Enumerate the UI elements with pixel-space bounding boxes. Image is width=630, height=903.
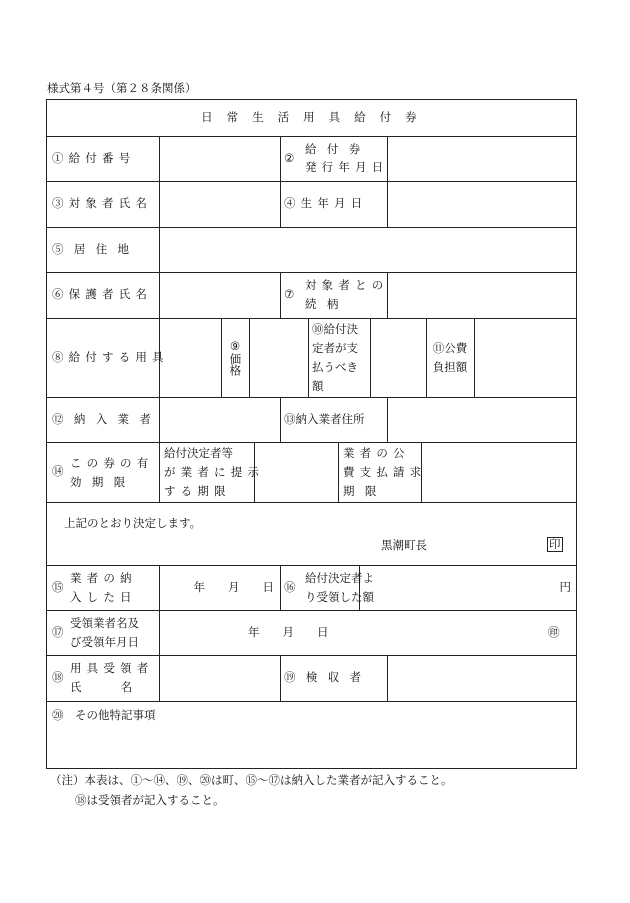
label-public-amount-2: 負担額 <box>432 359 468 374</box>
label-relationship <box>305 276 388 314</box>
label-payer-amount <box>312 320 358 396</box>
field-benefit-number[interactable] <box>159 136 280 181</box>
label-relationship-line1: 対象者との <box>305 278 389 292</box>
label-present-deadline-1: 給付決定者等 <box>164 446 233 460</box>
label-equipment-receiver-num: ⑱ <box>52 670 64 685</box>
field-present-deadline[interactable] <box>254 442 338 502</box>
label-issue-date-line2: 発行年月日 <box>305 160 389 174</box>
decision-text: 上記のとおり決定します。 <box>64 516 202 530</box>
label-claim-deadline-1: 業者の公 <box>343 446 410 460</box>
seal-mark: 印 <box>549 537 561 551</box>
label-received-amount-2: り受領した額 <box>305 590 374 604</box>
field-birth-date[interactable] <box>387 181 577 227</box>
label-received-num: ⑯ <box>284 579 296 594</box>
label-delivery-date <box>70 569 137 607</box>
label-public-amount <box>426 318 474 397</box>
label-relationship-num: ⑦ <box>284 287 295 302</box>
field-received-amount[interactable]: 円 <box>559 579 571 594</box>
label-price-num: ⑨ <box>229 339 241 353</box>
label-claim-deadline-2: 費支払請求 <box>343 465 427 479</box>
label-price-text: 価格 <box>228 353 243 376</box>
label-receiver <box>70 614 139 652</box>
field-recipient-name[interactable] <box>159 181 280 227</box>
note-line-1: （注）本表は、①～⑭、⑲、⑳は町、⑮～⑰は納入した業者が記入すること。 <box>50 773 453 787</box>
label-claim-deadline <box>343 444 426 501</box>
label-payer-amount-2: 定者が支 <box>312 341 358 355</box>
label-equipment-receiver-1: 用具受領者 <box>70 661 154 675</box>
field-address[interactable] <box>159 227 577 272</box>
label-recipient-name: ③対象者氏名 <box>52 196 153 211</box>
label-supplier-address: ⑬納入業者住所 <box>284 411 365 426</box>
label-delivery-date-2: 入した日 <box>70 590 137 604</box>
label-birth-date: ④生年月日 <box>284 196 368 211</box>
label-payer-amount-4: 額 <box>312 379 324 393</box>
label-receiver-num: ⑰ <box>52 624 64 639</box>
label-validity-num: ⑭ <box>52 464 64 479</box>
label-benefit-number: ①給付番号 <box>52 150 136 165</box>
label-payer-amount-3: 払うべき <box>312 360 358 374</box>
field-equipment-receiver[interactable] <box>159 655 280 701</box>
label-validity <box>70 454 153 492</box>
field-issue-date[interactable] <box>387 136 577 181</box>
label-receiver-1: 受領業者名及 <box>70 616 139 630</box>
field-payer-amount[interactable] <box>370 318 426 397</box>
receiver-seal: ㊞ <box>548 624 560 639</box>
label-inspector: ⑲検収者 <box>284 670 372 685</box>
label-issue-date-line1: 給付券 <box>305 142 371 156</box>
field-equipment[interactable] <box>159 318 221 397</box>
label-present-deadline-2: が業者に提示 <box>164 465 265 479</box>
label-price <box>221 318 249 397</box>
field-price[interactable] <box>249 318 308 397</box>
field-guardian-name[interactable] <box>159 272 280 318</box>
label-present-deadline <box>164 444 264 501</box>
mayor-title: 黒潮町長 <box>381 538 427 552</box>
label-supplier: ⑫納入業者 <box>52 411 162 426</box>
label-relationship-line2: 続柄 <box>305 297 349 311</box>
label-validity-line2: 効期限 <box>70 475 136 489</box>
label-equipment-receiver <box>70 659 171 697</box>
label-guardian-name: ⑥保護者氏名 <box>52 287 153 302</box>
note-line-2: ⑱は受領者が記入すること。 <box>75 793 225 807</box>
label-issue-num: ② <box>284 150 295 165</box>
label-delivery-date-1: 業者の納 <box>70 571 137 585</box>
label-special-notes: ⑳ その他特記事項 <box>52 708 156 722</box>
field-public-amount[interactable] <box>474 318 577 397</box>
field-receiver-date[interactable]: 年 月 日 <box>248 624 329 639</box>
label-validity-line1: この券の有 <box>70 456 154 470</box>
label-delivery-num: ⑮ <box>52 579 64 594</box>
label-public-amount-1: ⑪公費 <box>432 340 468 355</box>
label-issue-date <box>305 140 388 176</box>
label-present-deadline-3: する期限 <box>164 484 231 498</box>
field-relationship[interactable] <box>387 272 577 318</box>
label-equipment: ⑧給付する用具 <box>52 349 169 364</box>
form-title: 日 常 生 活 用 具 給 付 券 <box>201 109 422 124</box>
form-number-header: 様式第４号（第２８条関係） <box>47 81 197 95</box>
field-supplier[interactable] <box>159 397 280 442</box>
field-inspector[interactable] <box>387 655 577 701</box>
label-address: ⑤居住地 <box>52 241 140 256</box>
field-supplier-address[interactable] <box>387 397 577 442</box>
label-payer-amount-1: ⑩給付決 <box>312 322 358 336</box>
label-claim-deadline-3: 期限 <box>343 484 387 498</box>
field-claim-deadline[interactable] <box>421 442 577 502</box>
label-received-amount-1: 給付決定者よ <box>305 571 374 585</box>
field-delivery-date[interactable]: 年 月 日 <box>193 579 274 594</box>
label-receiver-2: び受領年月日 <box>70 635 139 649</box>
label-equipment-receiver-2: 氏名 <box>70 680 172 694</box>
